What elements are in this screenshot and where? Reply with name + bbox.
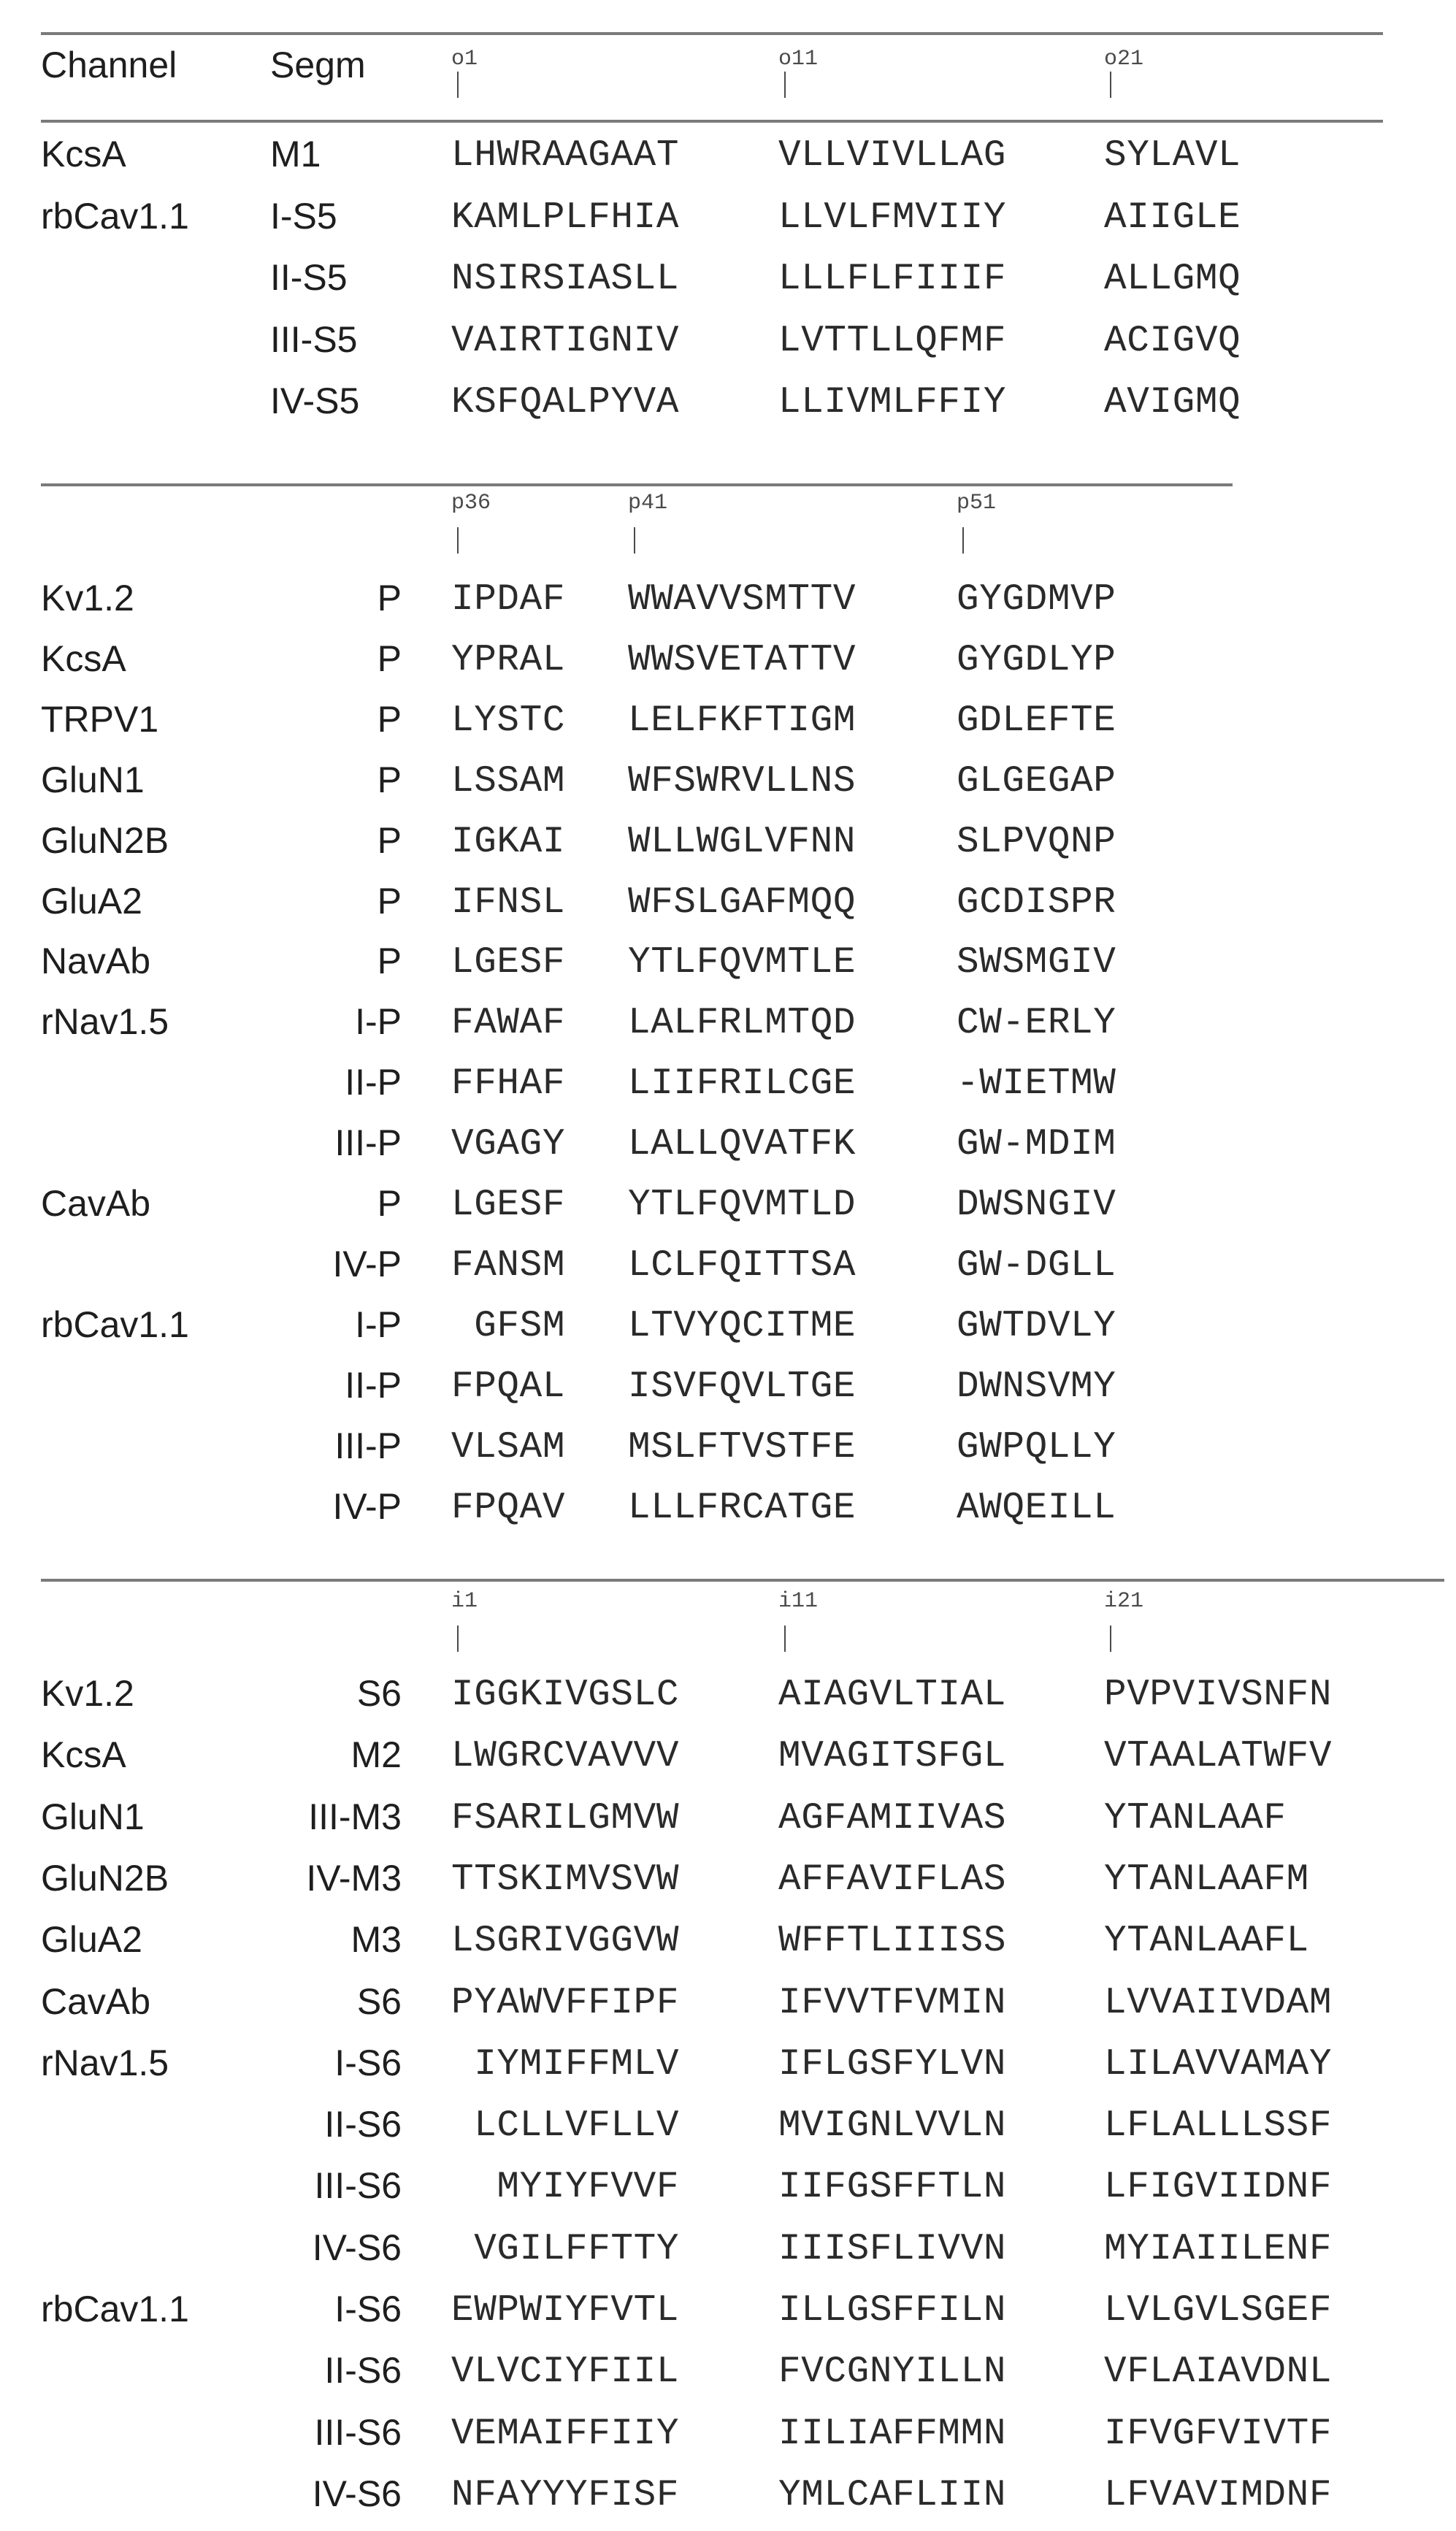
section-rule [41, 32, 1383, 35]
sequence-block: YTANLAAFM [1104, 1858, 1309, 1901]
sequence-block: MVAGITSFGL [778, 1736, 1007, 1778]
sequence-block: IGGKIVGSLC [451, 1674, 680, 1716]
sequence-block: LYSTC [451, 700, 566, 742]
sequence-block: VLLVIVLLAG [778, 135, 1007, 177]
segment-name: IV-M3 [306, 1857, 402, 1899]
sequence-block: VAIRTIGNIV [451, 320, 680, 362]
sequence-block: AGFAMIIVAS [778, 1797, 1007, 1839]
channel-name: GluN2B [41, 819, 169, 861]
position-tick [457, 1626, 459, 1652]
sequence-block: GDLEFTE [957, 700, 1116, 742]
segment-name: I-P [355, 1001, 402, 1043]
segment-name: P [377, 759, 402, 800]
sequence-block: NSIRSIASLL [451, 259, 680, 300]
sequence-block: YTANLAAF [1104, 1797, 1287, 1839]
sequence-block: WFFTLIIISS [778, 1921, 1007, 1963]
segment-name: P [377, 1183, 402, 1224]
section-rule [41, 1579, 1444, 1582]
segment-name: III-S6 [314, 2165, 402, 2207]
position-marker: i21 [1104, 1589, 1144, 1614]
sequence-block: EWPWIYFVTL [451, 2290, 680, 2332]
sequence-block: YPRAL [451, 639, 566, 681]
segment-name: P [377, 819, 402, 861]
position-tick [784, 72, 786, 98]
channel-name: Kv1.2 [41, 578, 134, 619]
segment-name: I-S5 [270, 195, 337, 237]
sequence-block: WFSLGAFMQQ [628, 881, 857, 924]
sequence-block: WWSVETATTV [628, 639, 857, 681]
segment-name: M3 [350, 1919, 402, 1961]
sequence-block: MYIYFVVF [451, 2167, 680, 2209]
segment-name: III-S6 [314, 2411, 402, 2453]
segment-name: II-P [345, 1364, 402, 1406]
channel-name: CavAb [41, 1183, 151, 1224]
channel-name: GluA2 [41, 1919, 142, 1961]
sequence-block: DWSNGIV [957, 1184, 1116, 1226]
segment-name: P [377, 637, 402, 679]
position-tick [634, 527, 635, 554]
segment-name: P [377, 941, 402, 982]
sequence-block: WLLWGLVFNN [628, 821, 857, 863]
sequence-block: NFAYYYFISF [451, 2474, 680, 2516]
sequence-block: FPQAL [451, 1366, 566, 1408]
sequence-block: LVTTLLQFMF [778, 320, 1007, 362]
section-rule [41, 483, 1233, 486]
segment-name: IV-S5 [270, 380, 360, 421]
segment-name: II-P [345, 1062, 402, 1103]
sequence-block: FPQAV [451, 1487, 566, 1529]
channel-name: GluN2B [41, 1857, 169, 1899]
sequence-block: AIIGLE [1104, 196, 1241, 239]
sequence-block: GW-DGLL [957, 1244, 1116, 1287]
position-marker: i1 [451, 1589, 478, 1614]
sequence-block: GLGEGAP [957, 760, 1116, 803]
sequence-block: IFLGSFYLVN [778, 2043, 1007, 2086]
sequence-block: PVPVIVSNFN [1104, 1674, 1333, 1716]
sequence-block: IIISFLIVVN [778, 2228, 1007, 2270]
position-marker: i11 [778, 1589, 819, 1614]
sequence-block: MYIAIILENF [1104, 2228, 1333, 2270]
sequence-block: IFVGFVIVTF [1104, 2413, 1333, 2455]
sequence-block: LFIGVIIDNF [1104, 2167, 1333, 2209]
sequence-block: IIFGSFFTLN [778, 2167, 1007, 2209]
segment-name: IV-S6 [312, 2226, 402, 2268]
sequence-block: LLVLFMVIIY [778, 196, 1007, 239]
segment-name: III-M3 [308, 1796, 402, 1837]
sequence-block: MSLFTVSTFE [628, 1426, 857, 1469]
channel-column-header: Channel [41, 45, 177, 85]
sequence-block: LLIVMLFFIY [778, 382, 1007, 424]
position-marker: p41 [628, 491, 668, 516]
sequence-block: FANSM [451, 1244, 566, 1287]
segment-name: IV-S6 [312, 2473, 402, 2514]
channel-name: NavAb [41, 941, 151, 982]
channel-name: GluN1 [41, 759, 145, 800]
segment-name: M2 [350, 1734, 402, 1776]
segment-name: P [377, 880, 402, 922]
sequence-block: VLVCIYFIIL [451, 2351, 680, 2394]
sequence-block: AVIGMQ [1104, 382, 1241, 424]
channel-name: TRPV1 [41, 698, 159, 740]
sequence-block: LCLFQITTSA [628, 1244, 857, 1287]
sequence-block: YTLFQVMTLD [628, 1184, 857, 1226]
sequence-block: LSSAM [451, 760, 566, 803]
sequence-block: LCLLVFLLV [451, 2105, 680, 2148]
sequence-block: FSARILGMVW [451, 1797, 680, 1839]
position-marker: p51 [957, 491, 997, 516]
position-marker: o21 [1104, 47, 1144, 72]
sequence-block: FAWAF [451, 1003, 566, 1045]
sequence-block: LLLFRCATGE [628, 1487, 857, 1529]
sequence-block: LTVYQCITME [628, 1305, 857, 1347]
sequence-block: TTSKIMVSVW [451, 1858, 680, 1901]
channel-name: GluA2 [41, 880, 142, 922]
sequence-block: LWGRCVAVVV [451, 1736, 680, 1778]
channel-name: rNav1.5 [41, 2042, 169, 2083]
sequence-block: GWPQLLY [957, 1426, 1116, 1469]
channel-name: rNav1.5 [41, 1001, 169, 1043]
segment-name: III-P [334, 1122, 402, 1164]
sequence-block: IILIAFFMMN [778, 2413, 1007, 2455]
sequence-block: AIAGVLTIAL [778, 1674, 1007, 1716]
sequence-block: VGAGY [451, 1124, 566, 1166]
sequence-block: LALFRLMTQD [628, 1003, 857, 1045]
sequence-block: FFHAF [451, 1063, 566, 1106]
segment-name: I-S6 [334, 2042, 402, 2083]
sequence-block: SYLAVL [1104, 135, 1241, 177]
segment-name: I-S6 [334, 2289, 402, 2329]
segment-column-header: Segm [270, 45, 366, 85]
sequence-block: SWSMGIV [957, 942, 1116, 984]
sequence-block: VGILFFTTY [451, 2228, 680, 2270]
channel-name: Kv1.2 [41, 1673, 134, 1714]
sequence-block: VTAALATWFV [1104, 1736, 1333, 1778]
segment-name: S6 [356, 1980, 402, 2022]
sequence-block: VFLAIAVDNL [1104, 2351, 1333, 2394]
sequence-block: -WIETMW [957, 1063, 1116, 1106]
position-tick [457, 527, 459, 554]
sequence-block: LGESF [451, 1184, 566, 1226]
sequence-block: IFNSL [451, 881, 566, 924]
segment-name: IV-P [332, 1485, 402, 1527]
sequence-block: LILAVVAMAY [1104, 2043, 1333, 2086]
sequence-block: LVVAIIVDAM [1104, 1982, 1333, 2024]
position-tick [784, 1626, 786, 1652]
position-tick [1110, 72, 1111, 98]
segment-name: II-S6 [324, 2350, 402, 2392]
sequence-block: WWAVVSMTTV [628, 579, 857, 621]
sequence-block: GYGDLYP [957, 639, 1116, 681]
position-tick [457, 72, 459, 98]
channel-name: rbCav1.1 [41, 195, 189, 237]
segment-name: I-P [355, 1303, 402, 1345]
segment-name: P [377, 578, 402, 619]
sequence-block: VEMAIFFIIY [451, 2413, 680, 2455]
channel-name: GluN1 [41, 1796, 145, 1837]
sequence-block: LSGRIVGGVW [451, 1921, 680, 1963]
sequence-block: GFSM [451, 1305, 566, 1347]
sequence-block: ACIGVQ [1104, 320, 1241, 362]
sequence-block: CW-ERLY [957, 1003, 1116, 1045]
channel-name: rbCav1.1 [41, 1303, 189, 1345]
sequence-block: WFSWRVLLNS [628, 760, 857, 803]
sequence-block: GCDISPR [957, 881, 1116, 924]
sequence-block: GW-MDIM [957, 1124, 1116, 1166]
position-tick [962, 527, 964, 554]
sequence-block: YTANLAAFL [1104, 1921, 1309, 1963]
sequence-block: LHWRAAGAAT [451, 135, 680, 177]
segment-name: II-S5 [270, 257, 348, 298]
segment-name: III-P [334, 1425, 402, 1466]
sequence-block: LVLGVLSGEF [1104, 2290, 1333, 2332]
segment-name: S6 [356, 1673, 402, 1714]
segment-name: P [377, 698, 402, 740]
sequence-block: AFFAVIFLAS [778, 1858, 1007, 1901]
channel-name: rbCav1.1 [41, 2289, 189, 2329]
sequence-block: IPDAF [451, 579, 566, 621]
segment-name: M1 [270, 134, 321, 175]
sequence-block: LELFKFTIGM [628, 700, 857, 742]
sequence-block: AWQEILL [957, 1487, 1116, 1529]
segment-name: II-S6 [324, 2104, 402, 2145]
sequence-block: MVIGNLVVLN [778, 2105, 1007, 2148]
sequence-block: ISVFQVLTGE [628, 1366, 857, 1408]
sequence-block: ALLGMQ [1104, 259, 1241, 300]
position-tick [1110, 1626, 1111, 1652]
sequence-block: YMLCAFLIIN [778, 2474, 1007, 2516]
sequence-block: LLLFLFIIIF [778, 259, 1007, 300]
sequence-block: ILLGSFFILN [778, 2290, 1007, 2332]
segment-name: IV-P [332, 1243, 402, 1284]
sequence-block: PYAWVFFIPF [451, 1982, 680, 2024]
segment-name: III-S5 [270, 318, 358, 360]
sequence-block: LFVAVIMDNF [1104, 2474, 1333, 2516]
sequence-block: FVCGNYILLN [778, 2351, 1007, 2394]
position-marker: o11 [778, 47, 819, 72]
sequence-block: YTLFQVMTLE [628, 942, 857, 984]
channel-name: CavAb [41, 1980, 151, 2022]
sequence-block: IFVVTFVMIN [778, 1982, 1007, 2024]
sequence-block: SLPVQNP [957, 821, 1116, 863]
sequence-block: DWNSVMY [957, 1366, 1116, 1408]
sequence-block: KSFQALPYVA [451, 382, 680, 424]
sequence-block: KAMLPLFHIA [451, 196, 680, 239]
channel-name: KcsA [41, 637, 126, 679]
sequence-block: LIIFRILCGE [628, 1063, 857, 1106]
position-marker: p36 [451, 491, 491, 516]
sequence-block: GYGDMVP [957, 579, 1116, 621]
sequence-block: LALLQVATFK [628, 1124, 857, 1166]
sequence-block: VLSAM [451, 1426, 566, 1469]
sequence-block: IYMIFFMLV [451, 2043, 680, 2086]
sequence-block: IGKAI [451, 821, 566, 863]
sequence-block: GWTDVLY [957, 1305, 1116, 1347]
sequence-block: LGESF [451, 942, 566, 984]
channel-name: KcsA [41, 1734, 126, 1776]
position-marker: o1 [451, 47, 478, 72]
sequence-block: LFLALLLSSF [1104, 2105, 1333, 2148]
channel-name: KcsA [41, 134, 126, 175]
section-rule [41, 120, 1383, 123]
